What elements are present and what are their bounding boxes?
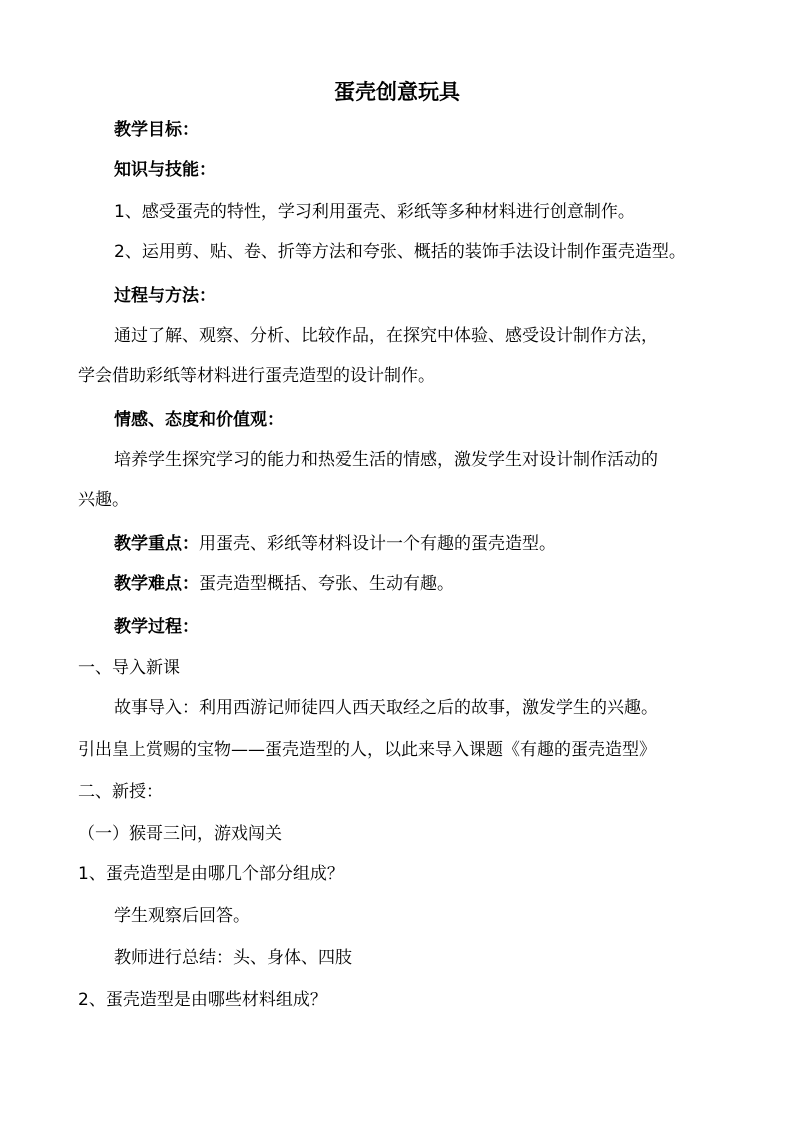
process-method-line-2: 学会借助彩纸等材料进行蛋壳造型的设计制作。 (78, 366, 435, 386)
section-1-line-2: 引出皇上赏赐的宝物——蛋壳造型的人，以此来导入课题《有趣的蛋壳造型》 (78, 740, 656, 760)
knowledge-item-1: 1、感受蛋壳的特性，学习利用蛋壳、彩纸等多种材料进行创意制作。 (114, 202, 635, 222)
emotion-line-2: 兴趣。 (78, 490, 129, 510)
section-2-subheading: （一）猴哥三问，游戏闯关 (78, 824, 282, 844)
difficulty-paragraph (114, 572, 754, 596)
key-point-paragraph (114, 532, 754, 556)
question-2: 2、蛋壳造型是由哪些材料组成？ (78, 990, 327, 1010)
section-1-heading: 一、导入新课 (78, 658, 180, 678)
difficulty-text: 蛋壳造型概括、夸张、生动有趣。 (199, 574, 454, 594)
emotion-heading: 情感、态度和价值观： (114, 410, 284, 430)
teaching-process-heading: 教学过程： (114, 617, 199, 637)
process-method-line-1: 通过了解、观察、分析、比较作品，在探究中体验、感受设计制作方法， (114, 326, 658, 346)
question-1-answer: 学生观察后回答。 (114, 906, 250, 926)
process-method-heading: 过程与方法： (114, 286, 216, 306)
question-1-summary: 教师进行总结：头、身体、四肢 (114, 948, 352, 968)
objectives-heading: 教学目标： (114, 120, 199, 140)
difficulty-label: 教学难点： (114, 574, 199, 594)
section-2-heading: 二、新授： (78, 782, 163, 802)
question-1: 1、蛋壳造型是由哪几个部分组成？ (78, 864, 344, 884)
document-title: 蛋壳创意玩具 (334, 80, 460, 104)
emotion-line-1: 培养学生探究学习的能力和热爱生活的情感，激发学生对设计制作活动的 (114, 450, 658, 470)
section-1-line-1: 故事导入：利用西游记师徒四人西天取经之后的故事，激发学生的兴趣。 (114, 698, 658, 718)
knowledge-heading: 知识与技能： (114, 160, 216, 180)
knowledge-item-2: 2、运用剪、贴、卷、折等方法和夸张、概括的装饰手法设计制作蛋壳造型。 (114, 242, 686, 262)
key-point-label: 教学重点： (114, 534, 199, 554)
key-point-text: 用蛋壳、彩纸等材料设计一个有趣的蛋壳造型。 (199, 534, 556, 554)
